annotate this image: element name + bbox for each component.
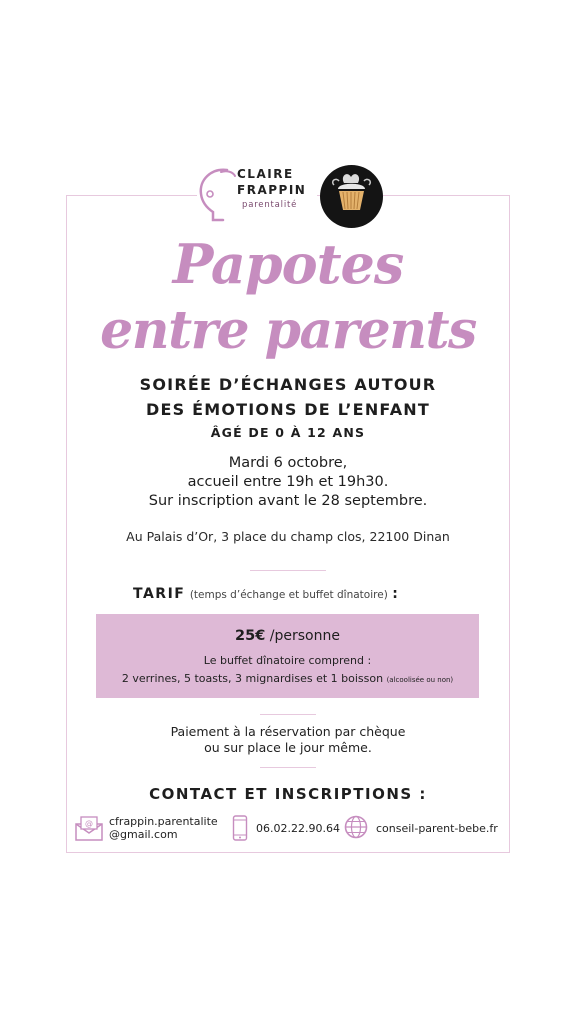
logo-head-icon bbox=[197, 164, 241, 226]
logo-line1: CLAIRE bbox=[237, 167, 294, 181]
email-line1: cfrappin.parentalite bbox=[109, 815, 218, 828]
contact-email[interactable] bbox=[109, 815, 218, 841]
price-box bbox=[96, 614, 479, 698]
globe-icon bbox=[344, 815, 368, 839]
logo-line3: parentalité bbox=[242, 200, 298, 210]
email-line2: @gmail.com bbox=[109, 828, 178, 841]
schedule-line3: Sur inscription avant le 28 septembre. bbox=[148, 493, 428, 509]
buffet-line2 bbox=[96, 672, 479, 685]
buffet-items: 2 verrines, 5 toasts, 3 mignardises et 1 boisson bbox=[121, 672, 384, 685]
svg-text:@: @ bbox=[85, 819, 93, 828]
tarif-note: (temps d’échange et buffet dînatoire) bbox=[189, 589, 388, 601]
cupcake-logo bbox=[320, 165, 383, 228]
claire-frappin-logo bbox=[197, 164, 317, 226]
tarif-line bbox=[133, 586, 399, 602]
tarif-label: TARIF bbox=[133, 586, 186, 602]
separator bbox=[260, 767, 316, 768]
buffet-note: (alcoolisée ou non) bbox=[386, 676, 454, 684]
tarif-colon: : bbox=[392, 586, 400, 602]
mail-icon bbox=[75, 815, 103, 841]
separator bbox=[250, 570, 326, 571]
logo-line2: FRAPPIN bbox=[237, 183, 307, 197]
schedule-line1: Mardi 6 octobre, bbox=[228, 455, 348, 471]
schedule-line2: accueil entre 19h et 19h30. bbox=[187, 474, 389, 490]
price-line bbox=[96, 628, 479, 644]
subtitle-line1: SOIRÉE D’ÉCHANGES AUTOUR bbox=[139, 375, 437, 394]
contact-heading: CONTACT ET INSCRIPTIONS : bbox=[149, 785, 427, 803]
cupcake-logo-icon bbox=[320, 165, 383, 228]
separator bbox=[260, 714, 316, 715]
contact-phone[interactable]: 06.02.22.90.64 bbox=[256, 822, 340, 835]
address: Au Palais d’Or, 3 place du champ clos, 22100 Dinan bbox=[126, 529, 450, 544]
subtitle-line3: ÂGÉ DE 0 À 12 ANS bbox=[210, 425, 366, 440]
payment-line1: Paiement à la réservation par chèque bbox=[170, 724, 406, 739]
price-value: 25€ bbox=[235, 628, 266, 644]
price-unit: /personne bbox=[269, 628, 340, 644]
buffet-line1: Le buffet dînatoire comprend : bbox=[203, 654, 372, 667]
title-line2: entre parents bbox=[100, 300, 476, 361]
subtitle-line2: DES ÉMOTIONS DE L’ENFANT bbox=[146, 400, 430, 419]
contact-website[interactable]: conseil-parent-bebe.fr bbox=[376, 822, 498, 835]
title-line1: Papotes bbox=[172, 232, 404, 296]
payment-line2: ou sur place le jour même. bbox=[204, 740, 372, 755]
phone-icon bbox=[232, 815, 248, 841]
